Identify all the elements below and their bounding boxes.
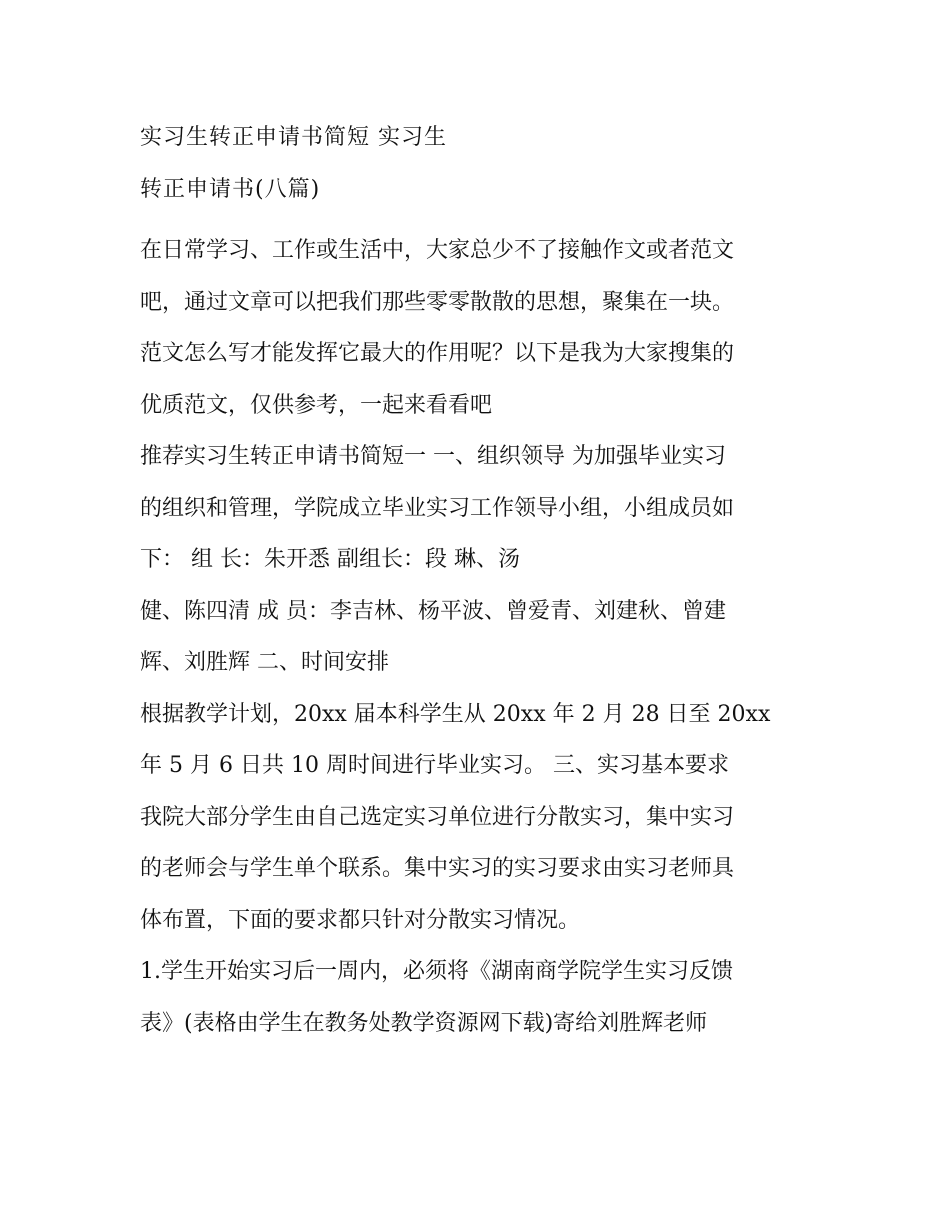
text-line: 1.学生开始实习后一周内，必须将《湖南商学院学生实习反馈 bbox=[140, 959, 733, 984]
text-line: 范文怎么写才能发挥它最大的作用呢？以下是我为大家搜集的 bbox=[140, 341, 735, 366]
text-line: 辉、刘胜辉 二、时间安排 bbox=[140, 650, 389, 675]
text-line: 优质范文，仅供参考，一起来看看吧 bbox=[140, 392, 493, 418]
text-line: 根据教学计划，20xx 届本科学生从 20xx 年 2 月 28 日至 20xx bbox=[140, 701, 771, 727]
text-line: 年 5 月 6 日共 10 周时间进行毕业实习。 三、实习基本要求 bbox=[140, 753, 729, 778]
title-line: 实习生转正申请书简短 实习生 bbox=[140, 125, 447, 150]
text-line: 体布置，下面的要求都只针对分散实习情况。 bbox=[140, 907, 581, 933]
text-line: 下： 组 长：朱开悉 副组长：段 琳、汤 bbox=[140, 547, 520, 572]
paragraph-organization bbox=[140, 431, 820, 586]
paragraph-members bbox=[140, 586, 820, 689]
paragraph-item-1 bbox=[140, 946, 820, 1049]
document-page bbox=[140, 112, 820, 1049]
text-line: 的老师会与学生单个联系。集中实习的实习要求由实习老师具 bbox=[140, 856, 735, 881]
document-title bbox=[140, 112, 820, 215]
text-line: 吧，通过文章可以把我们那些零零散散的思想，聚集在一块。 bbox=[140, 289, 735, 315]
paragraph-intro bbox=[140, 225, 820, 431]
paragraph-schedule bbox=[140, 689, 820, 792]
text-line: 我院大部分学生由自己选定实习单位进行分散实习，集中实习 bbox=[140, 804, 735, 830]
text-line: 在日常学习、工作或生活中，大家总少不了接触作文或者范文 bbox=[140, 238, 735, 263]
paragraph-requirements bbox=[140, 792, 820, 947]
text-line: 健、陈四清 成 员：李吉林、杨平波、曾爱青、刘建秋、曾建 bbox=[140, 598, 726, 624]
title-line: 转正申请书(八篇) bbox=[140, 176, 321, 202]
text-line: 表》(表格由学生在教务处教学资源网下载)寄给刘胜辉老师 bbox=[140, 1010, 708, 1036]
text-line: 的组织和管理，学院成立毕业实习工作领导小组，小组成员如 bbox=[140, 495, 735, 521]
text-line: 推荐实习生转正申请书简短一 一、组织领导 为加强毕业实习 bbox=[140, 444, 726, 469]
